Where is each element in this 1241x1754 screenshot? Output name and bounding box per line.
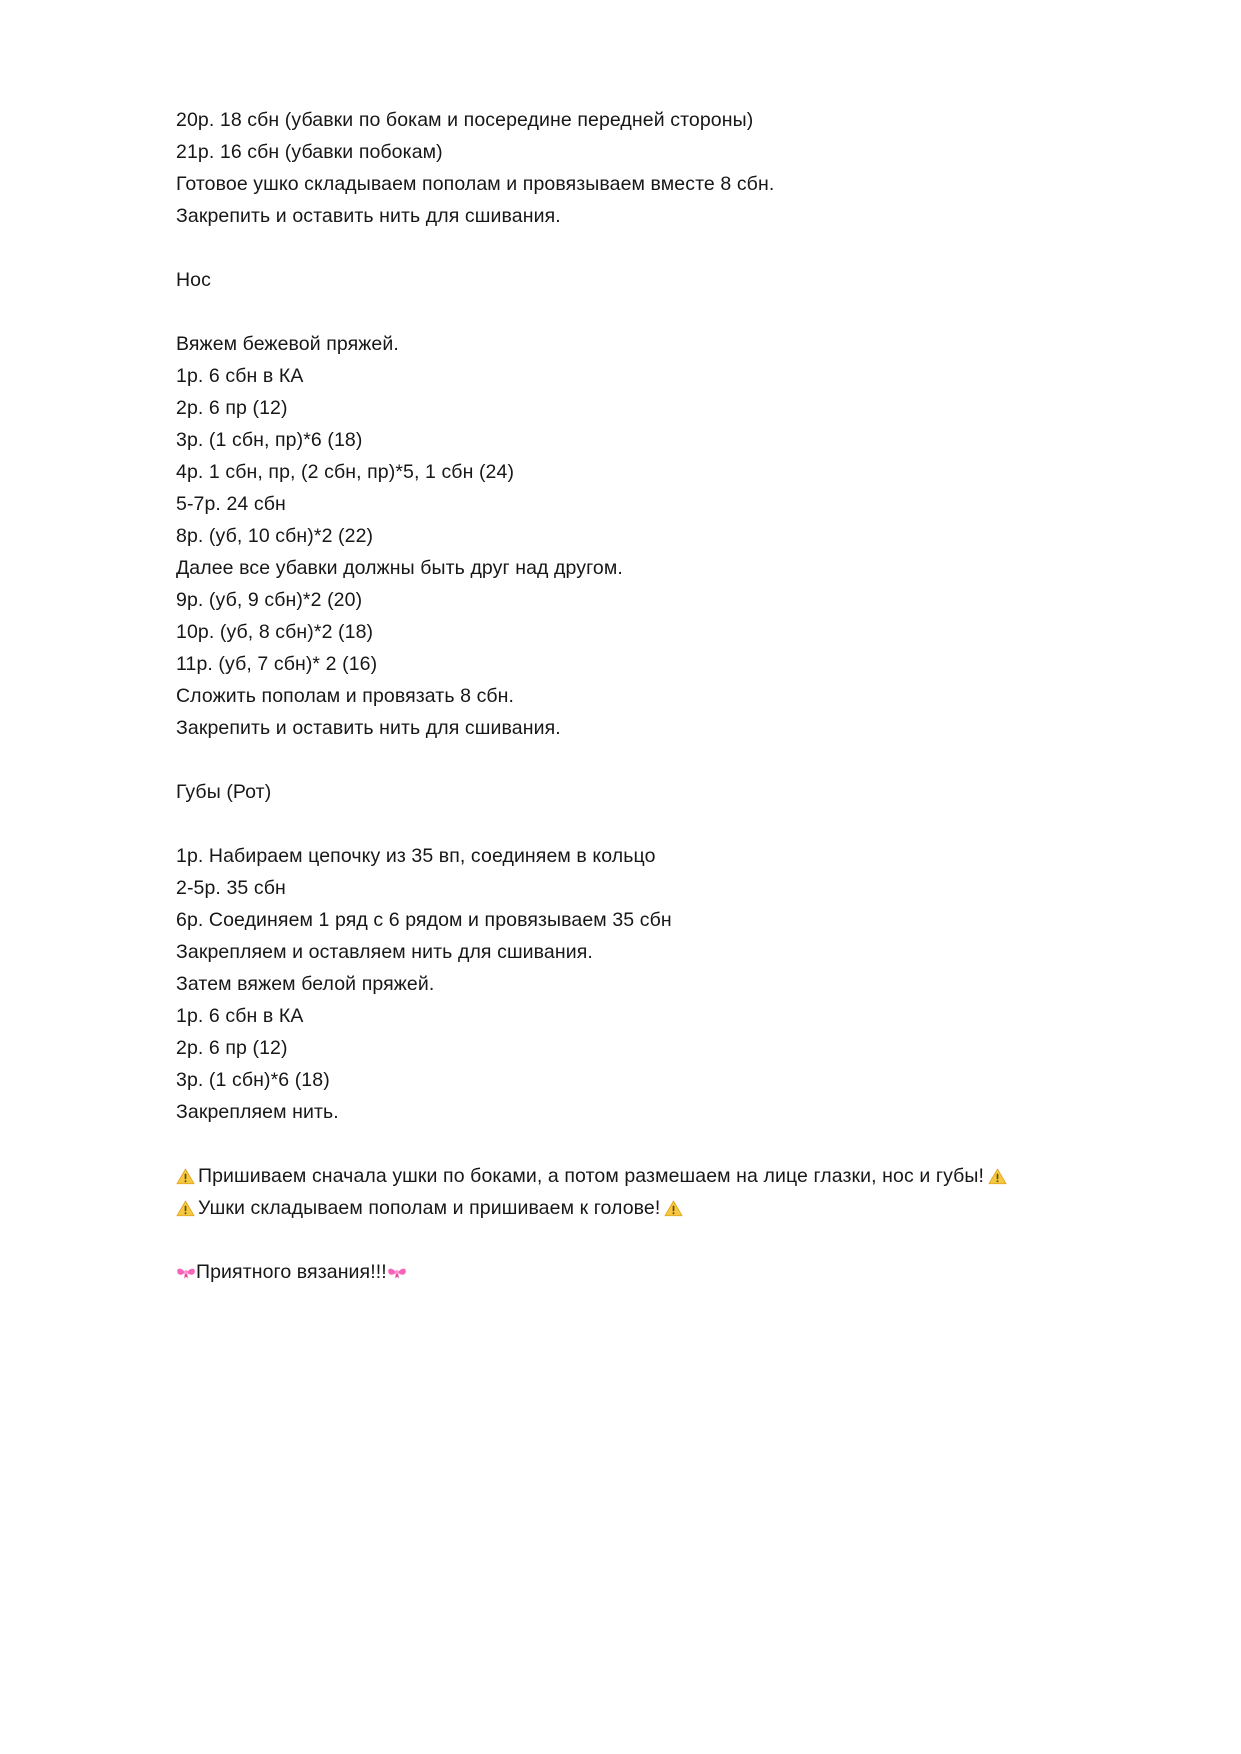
- text-line: Закрепить и оставить нить для сшивания.: [176, 205, 561, 227]
- bow-icon: [387, 1264, 407, 1281]
- warning-icon: [176, 1168, 195, 1185]
- text-line: 2р. 6 пр (12): [176, 397, 288, 419]
- text-line: 2-5р. 35 сбн: [176, 877, 286, 899]
- heading-lips: [176, 776, 1091, 808]
- text-line: 11р. (уб, 7 сбн)* 2 (16): [176, 653, 378, 675]
- text-line: Затем вяжем белой пряжей.: [176, 973, 435, 995]
- text-line: Закрепляем и оставляем нить для сшивания.: [176, 941, 593, 963]
- text-line: 8р. (уб, 10 сбн)*2 (22): [176, 525, 374, 547]
- text-line: 3р. (1 сбн)*6 (18): [176, 1069, 330, 1091]
- note-text: Пришиваем сначала ушки по боками, а потом размешаем на лице глазки, нос и губы!: [198, 1165, 985, 1187]
- paragraph-spacer: [176, 1224, 1091, 1256]
- text-line: 5-7р. 24 сбн: [176, 493, 286, 515]
- text-line: 9р. (уб, 9 сбн)*2 (20): [176, 589, 363, 611]
- closing-text: Приятного вязания!!!: [196, 1261, 387, 1283]
- warning-icon: [664, 1200, 683, 1217]
- text-line: 1р. 6 сбн в КА: [176, 365, 304, 387]
- text-line: 10р. (уб, 8 сбн)*2 (18): [176, 621, 374, 643]
- section-heading: Нос: [176, 269, 211, 291]
- note-assembly: [176, 1160, 1091, 1192]
- section-heading: Губы (Рот): [176, 781, 272, 803]
- heading-nose: [176, 264, 1091, 296]
- text-line: Сложить пополам и провязать 8 сбн.: [176, 685, 515, 707]
- paragraph-spacer: [176, 296, 1091, 328]
- warning-icon: [176, 1200, 195, 1217]
- paragraph-spacer: [176, 232, 1091, 264]
- text-line: 20р. 18 сбн (убавки по бокам и посередине передней стороны): [176, 109, 754, 131]
- closing-wish: [176, 1256, 1091, 1288]
- text-line: Готовое ушко складываем пополам и провязываем вместе 8 сбн.: [176, 173, 775, 195]
- text-line: Далее все убавки должны быть друг над другом.: [176, 557, 623, 579]
- text-line: Закрепить и оставить нить для сшивания.: [176, 717, 561, 739]
- paragraph-spacer: [176, 808, 1091, 840]
- paragraph-ears-finish: [176, 104, 1091, 232]
- document-body: [176, 104, 1091, 1288]
- text-line: 2р. 6 пр (12): [176, 1037, 288, 1059]
- text-line: 6р. Соединяем 1 ряд с 6 рядом и провязываем 35 сбн: [176, 909, 672, 931]
- text-line: 21р. 16 сбн (убавки побокам): [176, 141, 443, 163]
- note-text: Ушки складываем пополам и пришиваем к голове!: [198, 1197, 661, 1219]
- text-line: 4р. 1 сбн, пр, (2 сбн, пр)*5, 1 сбн (24): [176, 461, 515, 483]
- paragraph-nose-instructions: [176, 328, 1091, 744]
- note-ears: [176, 1192, 1091, 1224]
- text-line: 3р. (1 сбн, пр)*6 (18): [176, 429, 363, 451]
- bow-icon: [176, 1264, 196, 1281]
- text-line: Закрепляем нить.: [176, 1101, 339, 1123]
- text-line: 1р. Набираем цепочку из 35 вп, соединяем в кольцо: [176, 845, 656, 867]
- paragraph-lips-instructions: [176, 840, 1091, 1128]
- warning-icon: [988, 1168, 1007, 1185]
- paragraph-spacer: [176, 744, 1091, 776]
- paragraph-spacer: [176, 1128, 1091, 1160]
- text-line: 1р. 6 сбн в КА: [176, 1005, 304, 1027]
- text-line: Вяжем бежевой пряжей.: [176, 333, 399, 355]
